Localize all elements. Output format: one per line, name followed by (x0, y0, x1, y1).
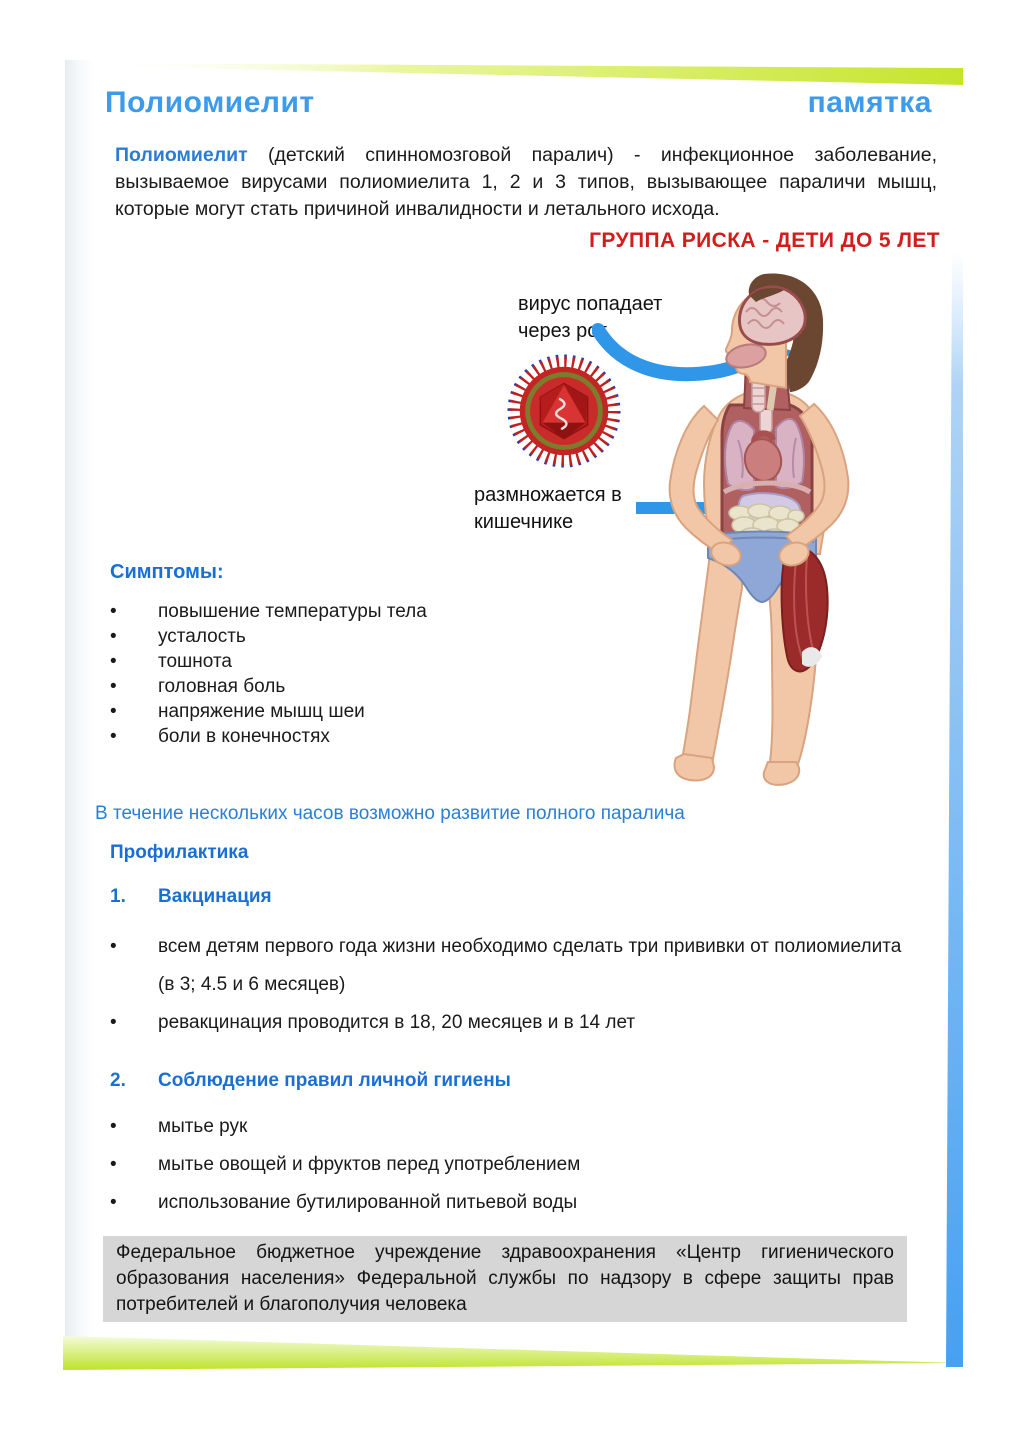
symptoms-heading: Симптомы: (110, 561, 224, 583)
symptom-item (110, 649, 630, 674)
bullet-dot: • (110, 701, 117, 722)
symptom-item (110, 724, 630, 749)
bullet-dot: • (110, 1192, 117, 1213)
vaccination-list (110, 928, 910, 1042)
bullet-dot: • (110, 1116, 117, 1137)
child-anatomy-illustration (646, 270, 878, 795)
label-virus-enters-mouth: вирус попадает через рот (518, 293, 663, 342)
hygiene-item (110, 1146, 910, 1184)
section-vaccination-heading (110, 886, 272, 908)
section-hygiene-heading (110, 1070, 511, 1092)
symptom-item (110, 599, 630, 624)
symptom-text: усталость (158, 626, 246, 647)
title-row (105, 86, 932, 120)
intro-text: (детский спинномозговой паралич) - инфекционное заболевание, вызываемое вирусами полиомиелита 1, 2 и 3 типов, вызывающее параличи мышц, которые могут стать причиной инвалидности и летального исхода. (115, 144, 937, 220)
intro-paragraph (115, 142, 937, 223)
intro-lead-word: Полиомиелит (115, 144, 248, 166)
bullet-dot: • (110, 651, 117, 672)
footer-organization: Федеральное бюджетное учреждение здравоохранения «Центр гигиенического образования населения» Федеральной службы по надзору в сфере защиты прав потребителей и благополучия человека (103, 1236, 907, 1322)
risk-group-heading: ГРУППА РИСКА - ДЕТИ ДО 5 ЛЕТ (589, 229, 940, 252)
bullet-dot: • (110, 601, 117, 622)
symptom-item (110, 624, 630, 649)
hygiene-item (110, 1108, 910, 1146)
symptom-item (110, 699, 630, 724)
symptom-item (110, 674, 630, 699)
page-title: Полиомиелит (105, 86, 315, 119)
top-accent-stripe (90, 63, 963, 85)
hygiene-list (110, 1108, 910, 1222)
symptom-text: напряжение мышц шеи (158, 701, 365, 722)
bullet-dot: • (110, 1154, 117, 1175)
prevention-heading: Профилактика (110, 842, 249, 863)
paralysis-note: В течение нескольких часов возможно развитие полного паралича (95, 803, 685, 824)
bullet-dot: • (110, 626, 117, 647)
vaccination-text: ревакцинация проводится в 18, 20 месяцев и в 14 лет (158, 1012, 636, 1033)
hygiene-text: мытье рук (158, 1116, 248, 1137)
symptom-text: тошнота (158, 651, 232, 672)
section-title: Соблюдение правил личной гигиены (158, 1070, 511, 1091)
section-number: 1. (110, 886, 126, 907)
bullet-dot: • (110, 936, 117, 957)
vaccination-item (110, 1004, 910, 1042)
symptom-text: головная боль (158, 676, 286, 697)
bullet-dot: • (110, 1012, 117, 1033)
bullet-dot: • (110, 676, 117, 697)
symptom-text: боли в конечностях (158, 726, 330, 747)
right-accent-stripe (946, 252, 963, 1367)
bullet-dot: • (110, 726, 117, 747)
section-title: Вакцинация (158, 886, 272, 907)
hygiene-text: мытье овощей и фруктов перед употреблением (158, 1154, 581, 1175)
hygiene-text: использование бутилированной питьевой воды (158, 1192, 578, 1213)
label-multiplies-in-intestine: размножается в кишечнике (474, 484, 622, 533)
vaccination-item (110, 928, 910, 1004)
vaccination-text: всем детям первого года жизни необходимо сделать три прививки от полиомиелита (в 3; 4.5 и 6 месяцев) (158, 936, 902, 995)
symptom-text: повышение температуры тела (158, 601, 427, 622)
symptoms-list (110, 599, 630, 749)
page-subtitle: памятка (807, 86, 932, 119)
left-page-shadow (65, 60, 101, 1362)
bottom-accent-stripe (63, 1336, 958, 1370)
hygiene-item (110, 1184, 910, 1222)
section-number: 2. (110, 1070, 126, 1091)
